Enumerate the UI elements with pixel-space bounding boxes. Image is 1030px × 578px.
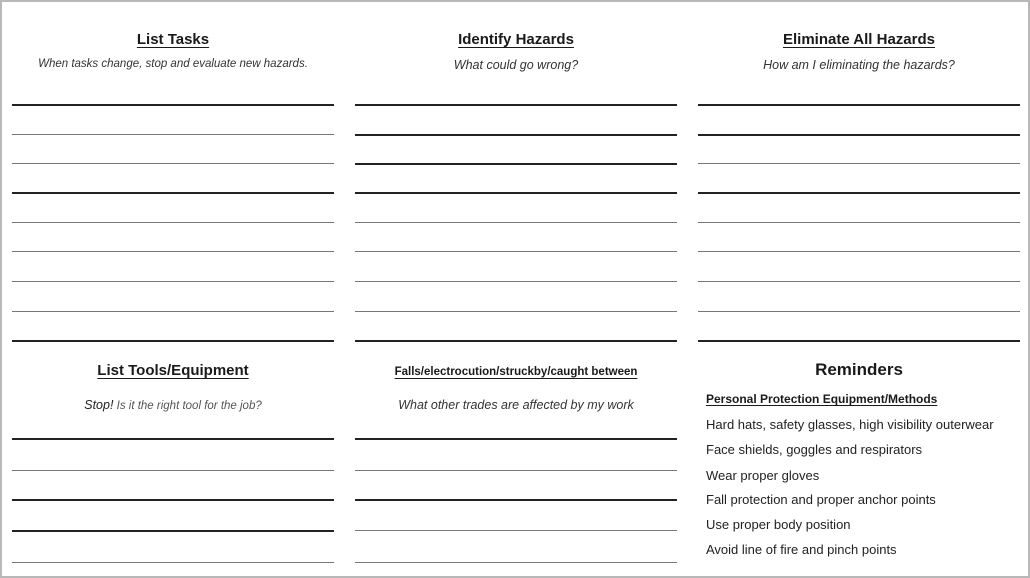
tools-write-line[interactable] [12, 470, 334, 471]
trades-write-line[interactable] [355, 562, 677, 563]
tasks-write-line[interactable] [12, 134, 334, 135]
trades-write-line[interactable] [355, 438, 677, 440]
tools-write-line[interactable] [12, 530, 334, 532]
hazards-write-line[interactable] [355, 281, 677, 282]
tasks-write-line[interactable] [12, 104, 334, 106]
eliminate-write-line[interactable] [698, 222, 1020, 223]
right-tool-text: Is it the right tool for the job? [113, 400, 262, 412]
identify-hazards-heading: Identify Hazards [458, 31, 574, 48]
eliminate-write-line[interactable] [698, 163, 1020, 164]
trades-write-line[interactable] [355, 530, 677, 531]
tasks-write-line[interactable] [12, 222, 334, 223]
tasks-write-line[interactable] [12, 192, 334, 194]
hazards-write-line[interactable] [355, 311, 677, 312]
hazards-write-line[interactable] [355, 340, 677, 342]
trades-write-line[interactable] [355, 470, 677, 471]
eliminate-write-line[interactable] [698, 251, 1020, 252]
ppe-heading: Personal Protection Equipment/Methods [706, 392, 938, 406]
hazards-write-line[interactable] [355, 251, 677, 252]
tasks-write-line[interactable] [12, 163, 334, 164]
reminder-item: Fall protection and proper anchor points [706, 492, 936, 507]
stop-text: Stop! [84, 398, 114, 412]
tasks-write-line[interactable] [12, 251, 334, 252]
hazards-write-line[interactable] [355, 192, 677, 194]
eliminate-write-line[interactable] [698, 134, 1020, 136]
eliminate-write-line[interactable] [698, 192, 1020, 194]
eliminate-hazards-subtitle: How am I eliminating the hazards? [763, 58, 955, 72]
falls-subtitle: What other trades are affected by my work [398, 398, 634, 412]
reminder-item: Wear proper gloves [706, 468, 820, 483]
identify-hazards-subtitle: What could go wrong? [453, 58, 579, 72]
list-tasks-heading: List Tasks [136, 31, 210, 48]
reminder-item: Hard hats, safety glasses, high visibility outerwear [706, 417, 994, 432]
eliminate-hazards-heading: Eliminate All Hazards [783, 31, 935, 48]
list-tools-heading: List Tools/Equipment [97, 362, 249, 379]
hazards-write-line[interactable] [355, 163, 677, 165]
hazards-write-line[interactable] [355, 104, 677, 106]
list-tools-subtitle [12, 398, 334, 412]
eliminate-write-line[interactable] [698, 104, 1020, 106]
reminder-item: Avoid line of fire and pinch points [706, 542, 897, 557]
hazards-write-line[interactable] [355, 134, 677, 136]
reminder-item: Face shields, goggles and respirators [706, 442, 923, 457]
reminder-item: Use proper body position [706, 517, 851, 532]
reminders-title: Reminders [815, 360, 903, 379]
tools-write-line[interactable] [12, 499, 334, 501]
eliminate-write-line[interactable] [698, 311, 1020, 312]
falls-heading: Falls/electrocution/struckby/caught between [394, 366, 638, 378]
eliminate-write-line[interactable] [698, 281, 1020, 282]
eliminate-write-line[interactable] [698, 340, 1020, 342]
tools-write-line[interactable] [12, 438, 334, 440]
tasks-write-line[interactable] [12, 311, 334, 312]
tasks-write-line[interactable] [12, 340, 334, 342]
hazards-write-line[interactable] [355, 222, 677, 223]
trades-write-line[interactable] [355, 499, 677, 501]
tasks-write-line[interactable] [12, 281, 334, 282]
tools-write-line[interactable] [12, 562, 334, 563]
list-tasks-subtitle: When tasks change, stop and evaluate new hazards. [38, 58, 308, 70]
